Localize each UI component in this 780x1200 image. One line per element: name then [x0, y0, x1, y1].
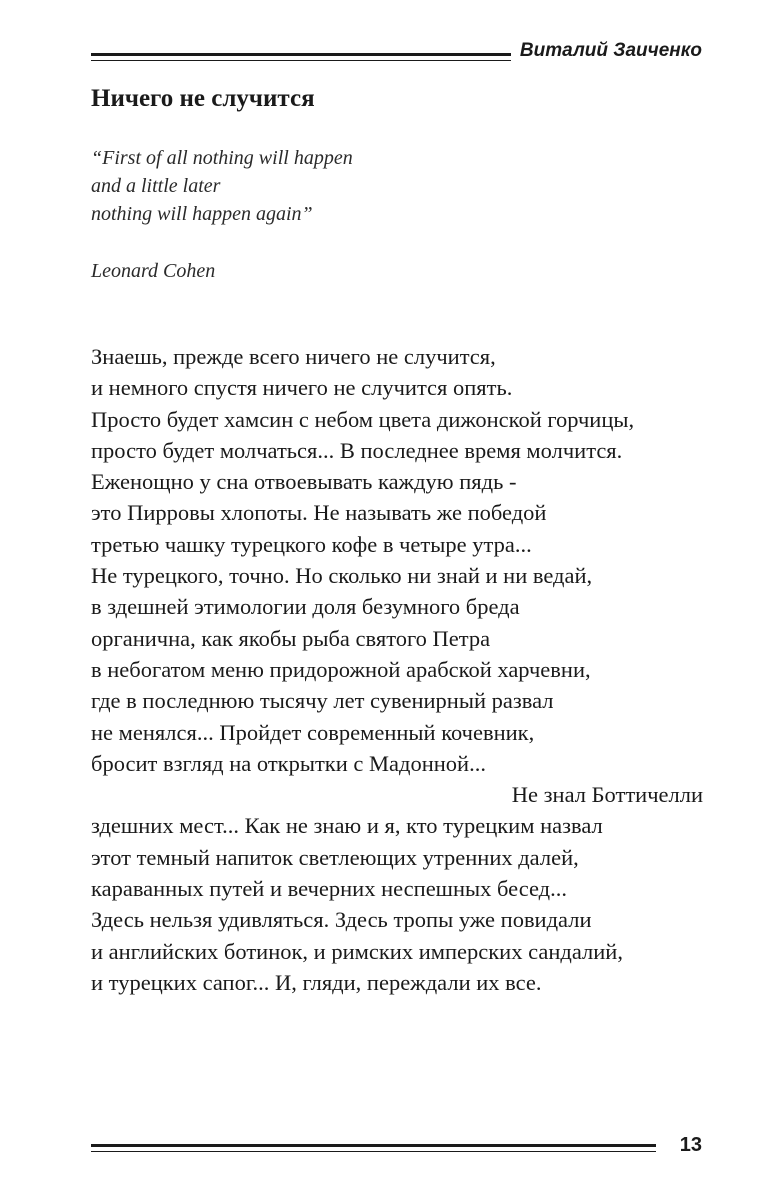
running-head-author: Виталий Заиченко — [519, 40, 702, 61]
poem-line: этот темный напиток светлеющих утренних далей, — [91, 844, 579, 870]
poem-line: здешних мест... Как не знаю и я, кто турецким назвал — [91, 813, 603, 839]
header-rule — [91, 53, 511, 61]
poem-line: и немного спустя ничего не случится опять. — [91, 375, 513, 401]
poem-line: бросит взгляд на открытки с Мадонной... — [91, 750, 486, 776]
poem-line: в небогатом меню придорожной арабской харчевни, — [91, 656, 591, 682]
epigraph-line: and a little later — [91, 175, 221, 197]
poem-line: где в последнюю тысячу лет сувенирный развал — [91, 688, 554, 714]
poem-line: Здесь нельзя удивляться. Здесь тропы уже повидали — [91, 907, 592, 933]
poem-line-indented: Не знал Боттичелли — [511, 782, 703, 808]
poem-line: это Пирровы хлопоты. Не называть же победой — [91, 500, 547, 526]
poem-line: Не турецкого, точно. Но сколько ни знай и ни ведай, — [91, 563, 593, 589]
poem-line: Просто будет хамсин с небом цвета дижонской горчицы, — [91, 406, 635, 432]
page-number: 13 — [679, 1134, 702, 1156]
poem-body — [91, 341, 703, 998]
poem-line: и английских ботинок, и римских имперских сандалий, — [91, 938, 623, 964]
poem-line: в здешней этимологии доля безумного бреда — [91, 594, 520, 620]
poem-line: третью чашку турецкого кофе в четыре утра... — [91, 531, 532, 557]
epigraph — [91, 144, 353, 228]
poem-line: органична, как якобы рыба святого Петра — [91, 625, 491, 651]
poem-line: и турецких сапог... И, гляди, переждали их все. — [91, 969, 542, 995]
poem-line: Знаешь, прежде всего ничего не случится, — [91, 344, 496, 369]
footer-rule — [91, 1144, 656, 1152]
epigraph-author: Leonard Cohen — [91, 260, 216, 282]
poem-line: Еженощно у сна отвоевывать каждую пядь - — [91, 469, 517, 495]
epigraph-line: nothing will happen again” — [91, 203, 313, 225]
epigraph-line: “First of all nothing will happen — [91, 147, 353, 169]
poem-line: не менялся... Пройдет современный кочевник, — [91, 719, 535, 745]
poem-title: Ничего не случится — [91, 85, 315, 112]
poem-line: караванных путей и вечерних неспешных бесед... — [91, 876, 568, 902]
poem-line: просто будет молчаться... В последнее время молчится. — [91, 437, 623, 463]
